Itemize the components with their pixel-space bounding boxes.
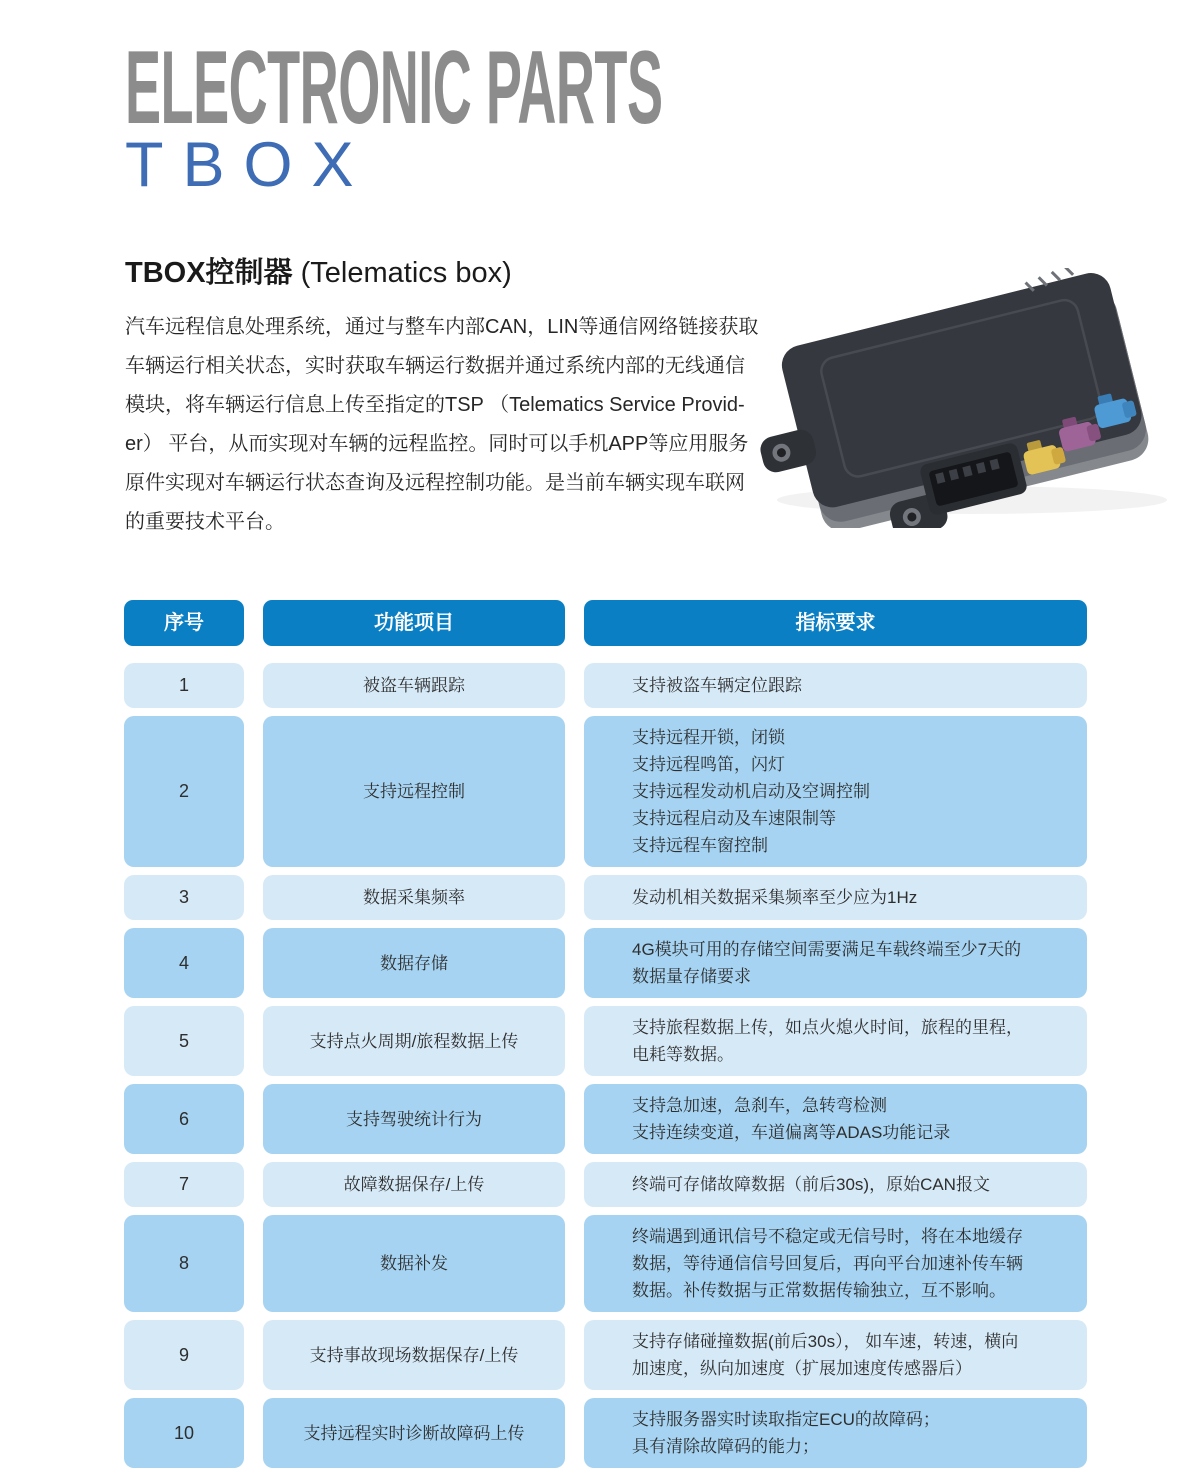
row-number-cell: 3 bbox=[124, 875, 244, 920]
requirement-line: 支持远程开锁，闭锁 bbox=[632, 728, 785, 747]
row-requirement-cell bbox=[584, 1398, 1087, 1468]
row-requirement-cell bbox=[584, 663, 1087, 708]
tbox-device-illustration bbox=[752, 268, 1200, 528]
row-item-cell: 数据存储 bbox=[263, 928, 565, 998]
requirement-line: 支持连续变道，车道偏离等ADAS功能记录 bbox=[632, 1123, 951, 1142]
table-header-row bbox=[124, 600, 1087, 646]
column-header-item: 功能项目 bbox=[263, 600, 565, 646]
row-number-cell: 10 bbox=[124, 1398, 244, 1468]
requirement-line: 支持远程发动机启动及空调控制 bbox=[632, 782, 870, 801]
requirement-line: 支持被盗车辆定位跟踪 bbox=[632, 676, 802, 695]
row-number-cell: 7 bbox=[124, 1162, 244, 1207]
requirement-line: 支持急加速，急刹车，急转弯检测 bbox=[632, 1096, 887, 1115]
paragraph-line: 汽车远程信息处理系统，通过与整车内部CAN，LIN等通信网络链接获取 bbox=[125, 316, 759, 338]
requirement-line: 数据，等待通信信号回复后，再向平台加速补传车辆 bbox=[632, 1254, 1023, 1273]
row-item-cell: 故障数据保存/上传 bbox=[263, 1162, 565, 1207]
row-item-cell: 支持远程实时诊断故障码上传 bbox=[263, 1398, 565, 1468]
row-item-cell: 数据采集频率 bbox=[263, 875, 565, 920]
section-title bbox=[125, 250, 512, 291]
table-row bbox=[124, 1398, 1087, 1468]
row-item-cell: 数据补发 bbox=[263, 1215, 565, 1312]
table-row bbox=[124, 1320, 1087, 1390]
requirement-line: 终端遇到通讯信号不稳定或无信号时，将在本地缓存 bbox=[632, 1227, 1023, 1246]
tbox-device-image bbox=[752, 268, 1200, 528]
requirement-line: 支持远程鸣笛，闪灯 bbox=[632, 755, 785, 774]
row-item-cell: 支持远程控制 bbox=[263, 716, 565, 867]
row-requirement-cell bbox=[584, 875, 1087, 920]
spec-table bbox=[124, 600, 1087, 1476]
section-title-product: TBOX控制器 bbox=[125, 257, 293, 289]
row-number-cell: 1 bbox=[124, 663, 244, 708]
row-item-cell: 支持点火周期/旅程数据上传 bbox=[263, 1006, 565, 1076]
table-body bbox=[124, 663, 1087, 1468]
column-header-requirement: 指标要求 bbox=[584, 600, 1087, 646]
section-title-english: (Telematics box) bbox=[292, 257, 512, 289]
requirement-line: 支持存储碰撞数据(前后30s）， 如车速，转速，横向 bbox=[632, 1332, 1019, 1351]
requirement-line: 支持远程启动及车速限制等 bbox=[632, 809, 836, 828]
requirement-line: 电耗等数据。 bbox=[632, 1045, 734, 1064]
table-row bbox=[124, 1006, 1087, 1076]
row-number-cell: 2 bbox=[124, 716, 244, 867]
row-requirement-cell bbox=[584, 1006, 1087, 1076]
page-title: ELECTRONIC PARTS bbox=[125, 30, 663, 146]
intro-paragraph bbox=[125, 308, 765, 542]
table-row bbox=[124, 875, 1087, 920]
table-row bbox=[124, 663, 1087, 708]
paragraph-line: er） 平台，从而实现对车辆的远程监控。同时可以手机APP等应用服务 bbox=[125, 433, 749, 455]
row-number-cell: 5 bbox=[124, 1006, 244, 1076]
requirement-line: 支持远程车窗控制 bbox=[632, 836, 768, 855]
row-number-cell: 4 bbox=[124, 928, 244, 998]
requirement-line: 4G模块可用的存储空间需要满足车载终端至少7天的 bbox=[632, 940, 1022, 959]
requirement-line: 数据。补传数据与正常数据传输独立，互不影响。 bbox=[632, 1281, 1006, 1300]
requirement-line: 终端可存储故障数据（前后30s)，原始CAN报文 bbox=[632, 1175, 990, 1194]
paragraph-line: 车辆运行相关状态，实时获取车辆运行数据并通过系统内部的无线通信 bbox=[125, 355, 745, 377]
row-number-cell: 6 bbox=[124, 1084, 244, 1154]
requirement-line: 支持服务器实时读取指定ECU的故障码； bbox=[632, 1410, 940, 1429]
column-header-no: 序号 bbox=[124, 600, 244, 646]
row-requirement-cell bbox=[584, 716, 1087, 867]
table-row bbox=[124, 1215, 1087, 1312]
row-requirement-cell bbox=[584, 1084, 1087, 1154]
page-subtitle: TBOX bbox=[125, 130, 373, 200]
requirement-line: 支持旅程数据上传，如点火熄火时间，旅程的里程， bbox=[632, 1018, 1023, 1037]
row-number-cell: 9 bbox=[124, 1320, 244, 1390]
table-row bbox=[124, 1084, 1087, 1154]
paragraph-line: 的重要技术平台。 bbox=[125, 511, 285, 533]
requirement-line: 发动机相关数据采集频率至少应为1Hz bbox=[632, 888, 918, 907]
row-item-cell: 被盗车辆跟踪 bbox=[263, 663, 565, 708]
row-requirement-cell bbox=[584, 1162, 1087, 1207]
row-requirement-cell bbox=[584, 928, 1087, 998]
row-number-cell: 8 bbox=[124, 1215, 244, 1312]
requirement-line: 数据量存储要求 bbox=[632, 967, 751, 986]
table-row bbox=[124, 1162, 1087, 1207]
paragraph-line: 模块，将车辆运行信息上传至指定的TSP （Telematics Service Provid- bbox=[125, 394, 745, 416]
requirement-line: 加速度，纵向加速度（扩展加速度传感器后） bbox=[632, 1359, 972, 1378]
paragraph-line: 原件实现对车辆运行状态查询及远程控制功能。是当前车辆实现车联网 bbox=[125, 472, 745, 494]
row-requirement-cell bbox=[584, 1215, 1087, 1312]
table-row bbox=[124, 716, 1087, 867]
row-requirement-cell bbox=[584, 1320, 1087, 1390]
table-row bbox=[124, 928, 1087, 998]
row-item-cell: 支持驾驶统计行为 bbox=[263, 1084, 565, 1154]
row-item-cell: 支持事故现场数据保存/上传 bbox=[263, 1320, 565, 1390]
requirement-line: 具有清除故障码的能力； bbox=[632, 1437, 819, 1456]
